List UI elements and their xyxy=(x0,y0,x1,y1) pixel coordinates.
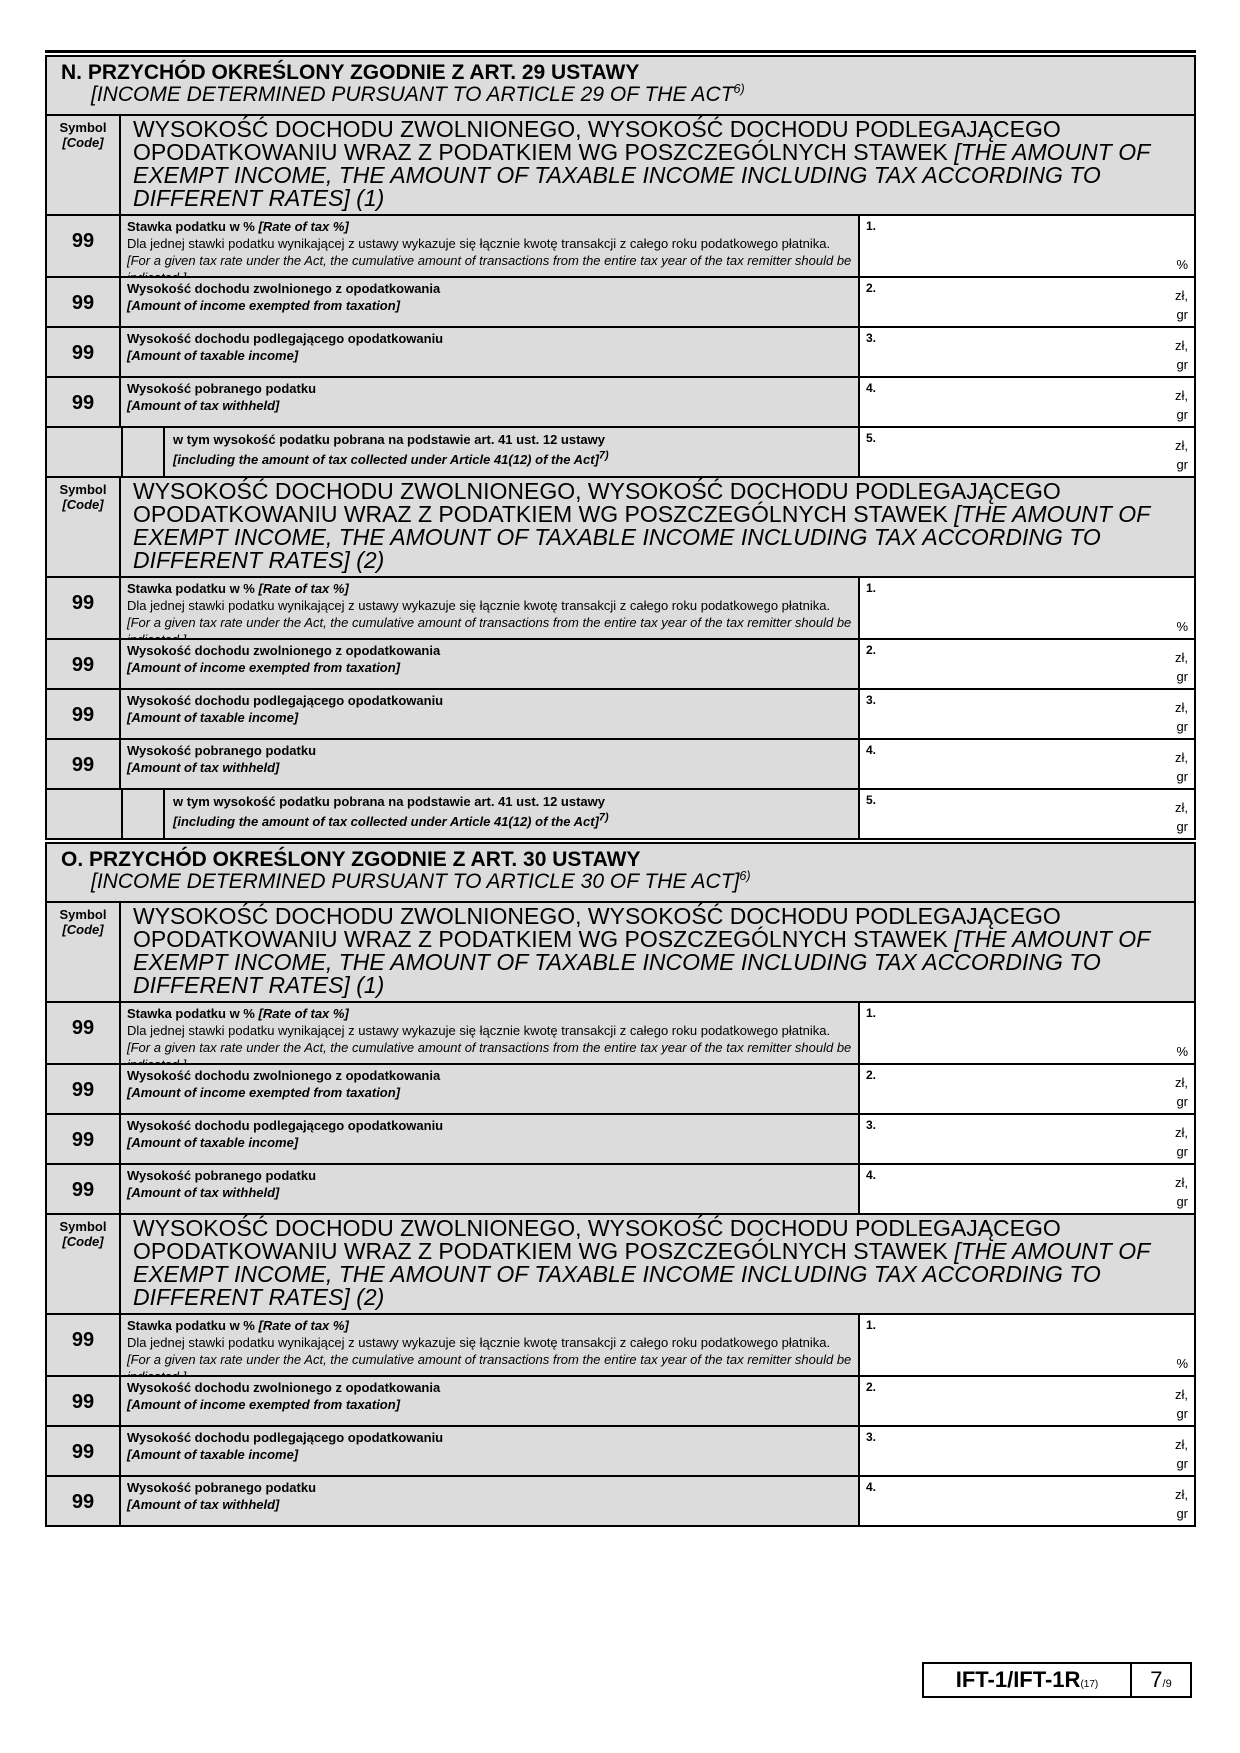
unit-main: zł, xyxy=(1175,388,1188,403)
amount-input-field[interactable] xyxy=(860,790,1194,838)
amount-input-field[interactable] xyxy=(860,640,1194,688)
amount-input-field[interactable] xyxy=(860,740,1194,788)
amount-input-field[interactable] xyxy=(860,1065,1194,1113)
row-description xyxy=(121,640,860,688)
group-header xyxy=(45,116,1196,216)
unit-main: % xyxy=(1176,1356,1188,1371)
field-unit xyxy=(1175,798,1188,836)
unit-main: zł, xyxy=(1175,1125,1188,1140)
row-label-pl: Wysokość dochodu zwolnionego z opodatkowania xyxy=(127,281,441,296)
footnote-ref: 6) xyxy=(739,869,751,883)
unit-minor: gr xyxy=(1176,1506,1188,1521)
section-subtitle-text: [INCOME DETERMINED PURSUANT TO ARTICLE 30 OF THE ACT] xyxy=(91,870,740,893)
row-note-en: [For a given tax rate under the Act, the cumulative amount of transactions from the entire tax year of the tax remitter should be xyxy=(127,1352,852,1367)
unit-main: zł, xyxy=(1175,338,1188,353)
tax-form xyxy=(45,50,1196,1527)
field-number: 2. xyxy=(866,1380,877,1394)
unit-minor: gr xyxy=(1176,1194,1188,1209)
group-header xyxy=(45,903,1196,1003)
amount-input-field[interactable] xyxy=(860,1315,1194,1375)
section-subtitle xyxy=(91,871,1184,893)
subrow-spacer xyxy=(47,790,121,838)
form-row xyxy=(45,690,1196,740)
section-header xyxy=(45,55,1196,116)
group-heading xyxy=(121,903,1194,1001)
subrow-label-en xyxy=(173,452,609,467)
form-footer xyxy=(922,1662,1192,1698)
unit-main: zł, xyxy=(1175,1487,1188,1502)
unit-main: zł, xyxy=(1175,438,1188,453)
row-code: 99 xyxy=(47,1003,121,1063)
code-label-en: [Code] xyxy=(62,1234,104,1249)
field-number: 4. xyxy=(866,381,877,395)
unit-main: % xyxy=(1176,1044,1188,1059)
row-label-en: [Amount of taxable income] xyxy=(127,1135,299,1150)
section-subtitle-text: [INCOME DETERMINED PURSUANT TO ARTICLE 29 OF THE ACT xyxy=(91,83,734,106)
group-heading-pl: WYSOKOŚĆ DOCHODU ZWOLNIONEGO, WYSOKOŚĆ DOCHODU PODLEGAJĄCEGO OPODATKOWANIU WRAZ Z PODATKIEM WG POSZCZEGÓLNYCH STAWEK xyxy=(133,1215,1061,1264)
field-unit xyxy=(1175,1073,1188,1111)
row-description xyxy=(121,690,860,738)
row-label-en: [Amount of tax withheld] xyxy=(127,1497,280,1512)
group-heading-pl: WYSOKOŚĆ DOCHODU ZWOLNIONEGO, WYSOKOŚĆ DOCHODU PODLEGAJĄCEGO OPODATKOWANIU WRAZ Z PODATKIEM WG POSZCZEGÓLNYCH STAWEK xyxy=(133,478,1061,527)
row-label-en: [Rate of tax %] xyxy=(258,1318,349,1333)
code-column-header xyxy=(47,116,121,214)
row-label-pl: Wysokość dochodu zwolnionego z opodatkowania xyxy=(127,1068,441,1083)
row-label-en: [Amount of tax withheld] xyxy=(127,398,280,413)
row-code: 99 xyxy=(47,328,121,376)
amount-input-field[interactable] xyxy=(860,1477,1194,1525)
unit-minor: gr xyxy=(1176,1094,1188,1109)
row-label-en: [Amount of income exempted from taxation] xyxy=(127,660,401,675)
field-number: 3. xyxy=(866,1430,877,1444)
amount-input-field[interactable] xyxy=(860,690,1194,738)
form-row xyxy=(45,1377,1196,1427)
unit-minor: gr xyxy=(1176,407,1188,422)
footnote-ref: 6) xyxy=(733,82,745,96)
field-unit xyxy=(1176,1354,1188,1373)
form-subrow xyxy=(45,428,1196,478)
row-description xyxy=(121,278,860,326)
unit-main: zł, xyxy=(1175,288,1188,303)
row-label-en: [Amount of tax withheld] xyxy=(127,760,280,775)
row-label-pl: Wysokość pobranego podatku xyxy=(127,743,317,758)
field-number: 1. xyxy=(866,1318,877,1332)
amount-input-field[interactable] xyxy=(860,278,1194,326)
unit-minor: gr xyxy=(1176,669,1188,684)
unit-minor: gr xyxy=(1176,357,1188,372)
field-unit xyxy=(1175,1173,1188,1211)
code-label: Symbol xyxy=(59,120,107,135)
row-note-pl: Dla jednej stawki podatku wynikającej z ustawy wykazuje się łącznie kwotę transakcji z całego roku podatkowego płatnika. xyxy=(127,236,831,251)
field-number: 4. xyxy=(866,1480,877,1494)
row-description xyxy=(121,1165,860,1213)
row-label-en: [Rate of tax %] xyxy=(258,219,349,234)
subrow-label-pl: w tym wysokość podatku pobrana na podstawie art. 41 ust. 12 ustawy xyxy=(173,432,606,447)
row-label-pl: Wysokość dochodu podlegającego opodatkowaniu xyxy=(127,1118,444,1133)
code-column-header xyxy=(47,1215,121,1313)
unit-minor: gr xyxy=(1176,1144,1188,1159)
section-header xyxy=(45,842,1196,903)
form-row xyxy=(45,578,1196,640)
amount-input-field[interactable] xyxy=(860,1427,1194,1475)
row-note-en: [For a given tax rate under the Act, the cumulative amount of transactions from the entire tax year of the tax remitter should be xyxy=(127,1040,852,1055)
group-heading-en: [THE AMOUNT OF EXEMPT INCOME, THE AMOUNT OF TAXABLE INCOME INCLUDING TAX ACCORDING TO DIFFERENT RATES] (1) xyxy=(133,139,1150,211)
row-code: 99 xyxy=(47,1065,121,1113)
amount-input-field[interactable] xyxy=(860,328,1194,376)
field-unit xyxy=(1175,1435,1188,1473)
field-number: 1. xyxy=(866,581,877,595)
form-row xyxy=(45,740,1196,790)
row-label-pl: Wysokość dochodu podlegającego opodatkowaniu xyxy=(127,693,444,708)
code-label-en: [Code] xyxy=(62,922,104,937)
row-description xyxy=(121,1065,860,1113)
amount-input-field[interactable] xyxy=(860,428,1194,476)
row-label-pl: Stawka podatku w % xyxy=(127,1006,259,1021)
unit-main: zł, xyxy=(1175,1437,1188,1452)
form-row xyxy=(45,1115,1196,1165)
row-label-pl: Wysokość pobranego podatku xyxy=(127,381,317,396)
row-label-en: [Rate of tax %] xyxy=(258,581,349,596)
group-heading xyxy=(121,116,1194,214)
unit-main: % xyxy=(1176,257,1188,272)
row-description xyxy=(121,740,860,788)
unit-minor: gr xyxy=(1176,457,1188,472)
row-description xyxy=(121,216,860,276)
form-row xyxy=(45,328,1196,378)
subrow-label-en xyxy=(173,814,609,829)
unit-main: zł, xyxy=(1175,800,1188,815)
row-description xyxy=(121,1315,860,1375)
row-label-pl: Wysokość pobranego podatku xyxy=(127,1168,317,1183)
field-unit xyxy=(1176,1042,1188,1061)
row-label-en: [Amount of income exempted from taxation] xyxy=(127,1085,401,1100)
row-code: 99 xyxy=(47,740,121,788)
row-description xyxy=(121,1477,860,1525)
section-title: N. PRZYCHÓD OKREŚLONY ZGODNIE Z ART. 29 USTAWY xyxy=(61,61,640,84)
form-row xyxy=(45,640,1196,690)
top-rule xyxy=(45,50,1196,53)
group-heading xyxy=(121,478,1194,576)
form-row xyxy=(45,1315,1196,1377)
row-label-pl: Wysokość dochodu zwolnionego z opodatkowania xyxy=(127,1380,441,1395)
subrow-spacer xyxy=(47,428,121,476)
subrow-description xyxy=(165,790,860,838)
row-label-en: [Amount of taxable income] xyxy=(127,710,299,725)
group-heading-pl: WYSOKOŚĆ DOCHODU ZWOLNIONEGO, WYSOKOŚĆ DOCHODU PODLEGAJĄCEGO OPODATKOWANIU WRAZ Z PODATKIEM WG POSZCZEGÓLNYCH STAWEK xyxy=(133,903,1061,952)
row-code: 99 xyxy=(47,1165,121,1213)
group-heading xyxy=(121,1215,1194,1313)
field-number: 3. xyxy=(866,1118,877,1132)
footnote-ref: 7) xyxy=(598,450,609,462)
row-label-pl: Stawka podatku w % xyxy=(127,581,259,596)
field-number: 4. xyxy=(866,1168,877,1182)
row-note-en: [For a given tax rate under the Act, the cumulative amount of transactions from the entire tax year of the tax remitter should be xyxy=(127,253,852,268)
row-code: 99 xyxy=(47,640,121,688)
unit-main: % xyxy=(1176,619,1188,634)
group-heading-en: [THE AMOUNT OF EXEMPT INCOME, THE AMOUNT OF TAXABLE INCOME INCLUDING TAX ACCORDING TO DIFFERENT RATES] (2) xyxy=(133,501,1150,573)
code-label: Symbol xyxy=(59,907,107,922)
row-label-pl: Wysokość pobranego podatku xyxy=(127,1480,317,1495)
unit-minor: gr xyxy=(1176,1456,1188,1471)
unit-minor: gr xyxy=(1176,719,1188,734)
form-row xyxy=(45,1427,1196,1477)
row-code: 99 xyxy=(47,690,121,738)
row-note-en: [For a given tax rate under the Act, the cumulative amount of transactions from the entire tax year of the tax remitter should be xyxy=(127,615,852,630)
row-label-en: [Amount of tax withheld] xyxy=(127,1185,280,1200)
field-number: 5. xyxy=(866,793,877,807)
row-description xyxy=(121,1115,860,1163)
group-heading-en: [THE AMOUNT OF EXEMPT INCOME, THE AMOUNT OF TAXABLE INCOME INCLUDING TAX ACCORDING TO DIFFERENT RATES] (1) xyxy=(133,926,1150,998)
row-label-en: [Amount of income exempted from taxation] xyxy=(127,298,401,313)
row-description xyxy=(121,1377,860,1425)
form-id: IFT-1/IFT-1R(17) xyxy=(924,1664,1132,1696)
row-label-en: [Amount of taxable income] xyxy=(127,1447,299,1462)
group-header xyxy=(45,1215,1196,1315)
code-label-en: [Code] xyxy=(62,497,104,512)
unit-main: zł, xyxy=(1175,1075,1188,1090)
row-label-pl: Wysokość dochodu podlegającego opodatkowaniu xyxy=(127,331,444,346)
row-description xyxy=(121,1427,860,1475)
form-row xyxy=(45,1165,1196,1215)
row-code: 99 xyxy=(47,578,121,638)
row-code: 99 xyxy=(47,1377,121,1425)
group-heading-en: [THE AMOUNT OF EXEMPT INCOME, THE AMOUNT OF TAXABLE INCOME INCLUDING TAX ACCORDING TO DIFFERENT RATES] (2) xyxy=(133,1238,1150,1310)
form-row xyxy=(45,1477,1196,1527)
row-code: 99 xyxy=(47,1315,121,1375)
row-description xyxy=(121,328,860,376)
unit-main: zł, xyxy=(1175,750,1188,765)
unit-minor: gr xyxy=(1176,769,1188,784)
unit-main: zł, xyxy=(1175,650,1188,665)
field-unit xyxy=(1175,336,1188,374)
unit-minor: gr xyxy=(1176,819,1188,834)
row-label-pl: Wysokość dochodu zwolnionego z opodatkowania xyxy=(127,643,441,658)
unit-minor: gr xyxy=(1176,307,1188,322)
form-row xyxy=(45,216,1196,278)
row-note-pl: Dla jednej stawki podatku wynikającej z ustawy wykazuje się łącznie kwotę transakcji z całego roku podatkowego płatnika. xyxy=(127,1335,831,1350)
code-label: Symbol xyxy=(59,482,107,497)
field-unit xyxy=(1176,617,1188,636)
form-row xyxy=(45,378,1196,428)
row-label-en: [Amount of income exempted from taxation] xyxy=(127,1397,401,1412)
field-number: 3. xyxy=(866,331,877,345)
field-number: 1. xyxy=(866,1006,877,1020)
row-description xyxy=(121,1003,860,1063)
row-code: 99 xyxy=(47,216,121,276)
section-subtitle xyxy=(91,84,1184,106)
field-unit xyxy=(1175,748,1188,786)
amount-input-field[interactable] xyxy=(860,578,1194,638)
row-code: 99 xyxy=(47,378,121,426)
unit-main: zł, xyxy=(1175,700,1188,715)
subrow-label-pl: w tym wysokość podatku pobrana na podstawie art. 41 ust. 12 ustawy xyxy=(173,794,606,809)
row-label-pl: Stawka podatku w % xyxy=(127,219,259,234)
group-heading-pl: WYSOKOŚĆ DOCHODU ZWOLNIONEGO, WYSOKOŚĆ DOCHODU PODLEGAJĄCEGO OPODATKOWANIU WRAZ Z PODATKIEM WG POSZCZEGÓLNYCH STAWEK xyxy=(133,116,1061,165)
row-note-pl: Dla jednej stawki podatku wynikającej z ustawy wykazuje się łącznie kwotę transakcji z całego roku podatkowego płatnika. xyxy=(127,1023,831,1038)
unit-main: zł, xyxy=(1175,1175,1188,1190)
field-number: 1. xyxy=(866,219,877,233)
amount-input-field[interactable] xyxy=(860,378,1194,426)
subrow-indent xyxy=(121,428,165,476)
row-label-pl: Wysokość dochodu podlegającego opodatkowaniu xyxy=(127,1430,444,1445)
code-column-header xyxy=(47,478,121,576)
amount-input-field[interactable] xyxy=(860,1377,1194,1425)
page-number: 7/9 xyxy=(1150,1667,1172,1692)
row-code: 99 xyxy=(47,278,121,326)
field-unit xyxy=(1175,1123,1188,1161)
code-label: Symbol xyxy=(59,1219,107,1234)
field-unit xyxy=(1175,436,1188,474)
subrow-label-en-text: [including the amount of tax collected under Article 41(12) of the Act] xyxy=(173,814,599,830)
row-note-pl: Dla jednej stawki podatku wynikającej z ustawy wykazuje się łącznie kwotę transakcji z całego roku podatkowego płatnika. xyxy=(127,598,831,613)
form-row xyxy=(45,278,1196,328)
subrow-indent xyxy=(121,790,165,838)
field-unit xyxy=(1175,286,1188,324)
section-title: O. PRZYCHÓD OKREŚLONY ZGODNIE Z ART. 30 USTAWY xyxy=(61,848,641,871)
amount-input-field[interactable] xyxy=(860,1003,1194,1063)
code-label-en: [Code] xyxy=(62,135,104,150)
form-subrow xyxy=(45,790,1196,840)
footnote-ref: 7) xyxy=(598,812,609,824)
field-number: 2. xyxy=(866,281,877,295)
group-header xyxy=(45,478,1196,578)
unit-main: zł, xyxy=(1175,1387,1188,1402)
row-label-pl: Stawka podatku w % xyxy=(127,1318,259,1333)
field-unit xyxy=(1175,648,1188,686)
code-column-header xyxy=(47,903,121,1001)
field-unit xyxy=(1175,1485,1188,1523)
field-unit xyxy=(1176,255,1188,274)
field-unit xyxy=(1175,386,1188,424)
row-label-en: [Amount of taxable income] xyxy=(127,348,299,363)
field-number: 4. xyxy=(866,743,877,757)
field-number: 3. xyxy=(866,693,877,707)
form-row xyxy=(45,1003,1196,1065)
amount-input-field[interactable] xyxy=(860,1165,1194,1213)
row-description xyxy=(121,578,860,638)
row-label-en: [Rate of tax %] xyxy=(258,1006,349,1021)
amount-input-field[interactable] xyxy=(860,1115,1194,1163)
row-code: 99 xyxy=(47,1427,121,1475)
field-number: 2. xyxy=(866,1068,877,1082)
unit-minor: gr xyxy=(1176,1406,1188,1421)
field-unit xyxy=(1175,698,1188,736)
amount-input-field[interactable] xyxy=(860,216,1194,276)
field-number: 5. xyxy=(866,431,877,445)
form-row xyxy=(45,1065,1196,1115)
row-code: 99 xyxy=(47,1477,121,1525)
row-code: 99 xyxy=(47,1115,121,1163)
field-number: 2. xyxy=(866,643,877,657)
subrow-description xyxy=(165,428,860,476)
field-unit xyxy=(1175,1385,1188,1423)
row-description xyxy=(121,378,860,426)
subrow-label-en-text: [including the amount of tax collected under Article 41(12) of the Act] xyxy=(173,452,599,468)
